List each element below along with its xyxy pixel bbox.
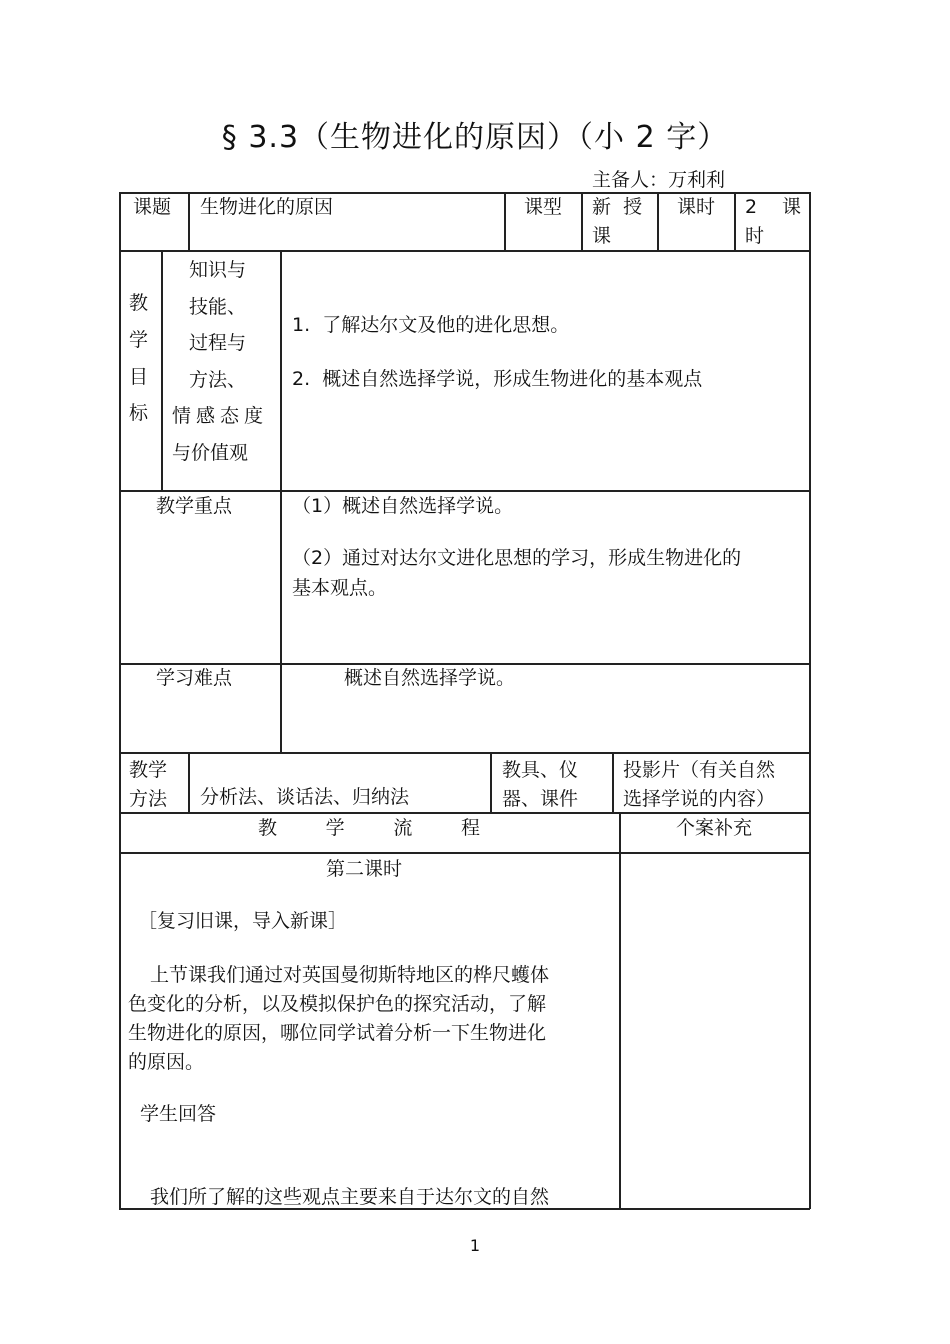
methods-label-line2: 方法 [129, 788, 168, 810]
hours-label: 课时 [677, 196, 716, 218]
topic-value: 生物进化的原因 [200, 196, 334, 218]
tools-label-line2: 器、课件 [502, 788, 579, 810]
page-number: 1 [469, 1236, 481, 1255]
page-title: § 3.3（生物进化的原因）（小 2 字） [221, 120, 729, 155]
hours-value-unit-a: 课 [782, 196, 802, 218]
goal-item-1: 1. 了解达尔文及他的进化思想。 [292, 314, 570, 336]
tools-label-line1: 教具、仪 [502, 759, 579, 781]
topic-label: 课题 [133, 196, 172, 218]
key-points-label: 教学重点 [156, 495, 233, 517]
difficulty-value: 概述自然选择学说。 [344, 667, 516, 689]
key-point-2-cont: 基本观点。 [292, 577, 388, 599]
goal-item-2: 2. 概述自然选择学说，形成生物进化的基本观点 [292, 368, 703, 390]
difficulty-label: 学习难点 [156, 667, 233, 689]
methods-label-line1: 教学 [129, 759, 168, 781]
type-value-line1: 新 授 [592, 196, 643, 218]
type-value-line2: 课 [592, 225, 612, 247]
type-label: 课型 [524, 196, 563, 218]
key-point-2: （2）通过对达尔文进化思想的学习，形成生物进化的 [292, 547, 742, 569]
darwin-paragraph: 我们所了解的这些观点主要来自于达尔文的自然 [150, 1186, 550, 1208]
student-answer: 学生回答 [140, 1103, 217, 1125]
flow-header: 教 学 流 程 [258, 817, 480, 839]
key-point-1: （1）概述自然选择学说。 [292, 495, 514, 517]
tools-value-line2: 选择学说的内容） [623, 788, 776, 810]
hours-value-unit-b: 时 [745, 225, 765, 247]
methods-value: 分析法、谈话法、归纳法 [200, 786, 410, 808]
section-heading: ［复习旧课，导入新课］ [138, 910, 348, 932]
supplement-header: 个案补充 [676, 817, 753, 839]
preparer: 主备人：万利利 [592, 169, 726, 191]
tools-value-line1: 投影片（有关自然 [623, 759, 776, 781]
session-title: 第二课时 [326, 858, 403, 880]
hours-value-number: 2 [745, 196, 758, 218]
